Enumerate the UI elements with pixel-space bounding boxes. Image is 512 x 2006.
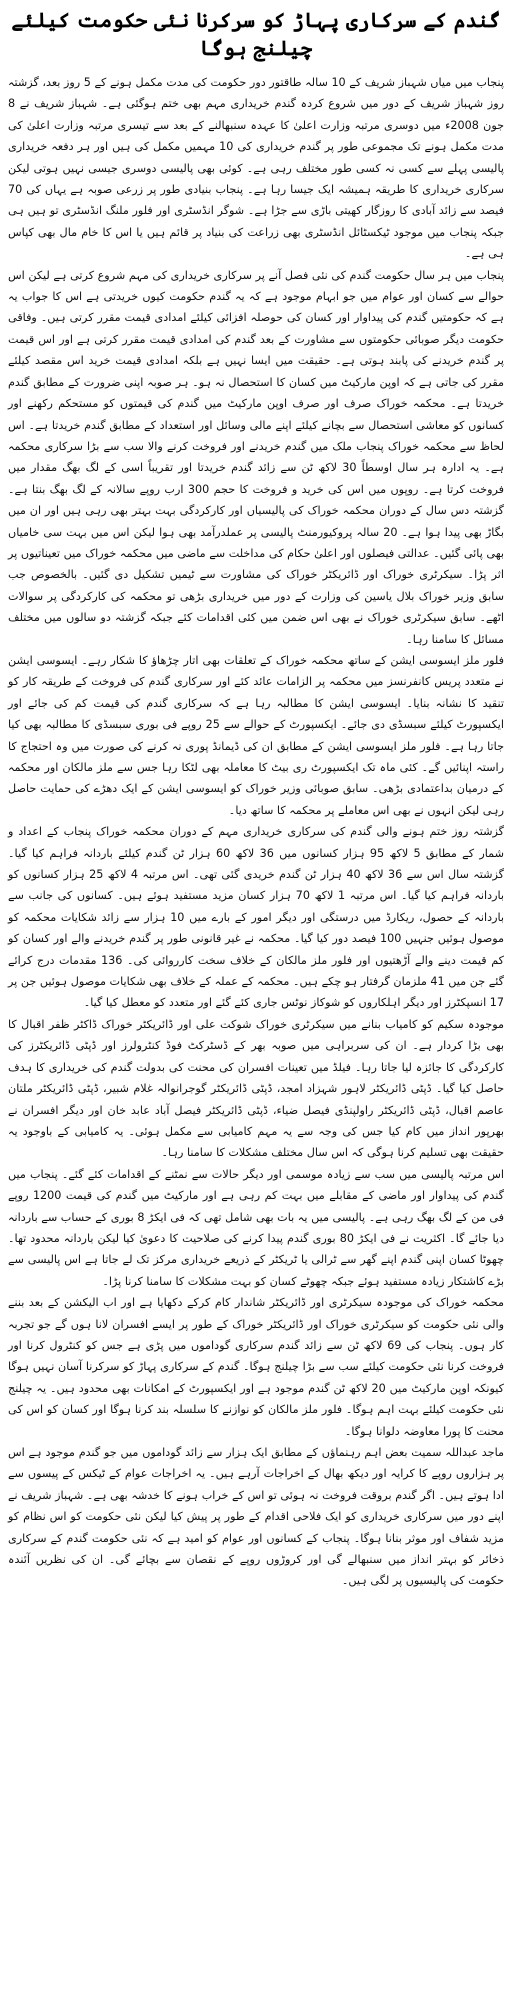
article-paragraph: ماجد عبداللہ سمیت بعض اہم رہنماؤں کے مطابق ایک ہزار سے زائد گوداموں میں جو گندم موجود ہے اس پر ہزاروں روپے کا کرایہ اور دیکھ بھال کے اخراجات آرہے ہیں۔ یہ اخراجات عوام کے ٹیکس کے پیسوں سے ادا ہوتے ہیں۔ اگر گندم بروقت فروخت نہ ہوئی تو اس کے خراب ہونے کا خدشہ بھی ہے۔ شہباز شریف نے اپنے دور میں سرکاری خریداری کو ایک فلاحی اقدام کے طور پر پیش کیا لیکن نئی حکومت کو اس نظام کو مزید شفاف اور موثر بنانا ہوگا۔ پنجاب کے کسانوں اور عوام کو امید ہے کہ نئی حکومت گندم کے سرکاری ذخائر کو بہتر انداز میں سنبھالے گی اور کروڑوں روپے کے نقصان سے بچائے گی۔ ان کی نظریں آئندہ حکومت کی پالیسیوں پر لگی ہیں۔ (8, 1446, 504, 1588)
article-body (8, 72, 504, 1592)
article-paragraph: پنجاب میں ہر سال حکومت گندم کی نئی فصل آنے پر سرکاری خریداری کی مہم شروع کرتی ہے لیکن اس حوالے سے کسان اور عوام میں جو ابہام موجود ہے کہ یہ گندم حکومت کیوں خریدتی ہے اس کا جواب یہ ہے کہ حکومتیں گندم کی پیداوار اور کسان کی حوصلہ افزائی کیلئے امدادی قیمت مقرر کرتی ہیں۔ وفاقی حکومت دیگر صوبائی حکومتوں سے مشاورت کے بعد گندم کی امدادی قیمت مقرر کرتی ہے اور اس قیمت پر گندم خریدنے کی پابند ہوتی ہے۔ حقیقت میں ایسا نہیں ہے بلکہ امدادی قیمت خرید اس مقصد کیلئے مقرر کی جاتی ہے کہ اوپن مارکیٹ میں کسان کا استحصال نہ ہو۔ ہر صوبہ اپنی ضرورت کے مطابق گندم خریدتا ہے۔ محکمہ خوراک صرف اور صرف اوپن مارکیٹ میں گندم کی قیمتوں کو مستحکم رکھنے اور کسانوں کو معاشی استحصال سے بچانے کیلئے اپنے مالی وسائل اور استعداد کے مطابق گندم خریدتا ہے۔ اس لحاظ سے محکمہ خوراک پنجاب ملک میں گندم خریدنے اور فروخت کرنے والا سب سے بڑا سرکاری محکمہ ہے۔ یہ ادارہ ہر سال اوسطاً 30 لاکھ ٹن سے زائد گندم خریدتا اور تقریباً اسی کے لگ بھگ مقدار میں فروخت کرتا ہے۔ روپوں میں اس کی خرید و فروخت کا حجم 300 ارب روپے سالانہ کے لگ بھگ بنتا ہے۔ گزشتہ دس سال کے دوران محکمہ خوراک کی پالیسیاں اور کارکردگی بہت بہتر بھی رہی ہیں اور ان میں بگاڑ بھی پیدا ہوا ہے۔ 20 سالہ پروکیورمنٹ پالیسی پر عملدرآمد بھی ہوا لیکن اس میں بہت سی خامیاں بھی پائی گئیں۔ عدالتی فیصلوں اور اعلیٰ حکام کی مداخلت سے ماضی میں محکمہ خوراک میں تعیناتیوں پر اثر پڑا۔ سیکرٹری خوراک اور ڈائریکٹر خوراک کی مشاورت سے ٹیمیں تشکیل دی گئیں۔ بالخصوص جب سابق وزیر خوراک بلال یاسین کی وزارت کے دور میں خریداری بڑھی تو محکمہ کی کارکردگی پر سوالات اٹھے۔ سابق سیکرٹری خوراک نے بھی اس ضمن میں کئی اقدامات کئے جبکہ گزشتہ دو سالوں میں مختلف مسائل کا سامنا رہا۔ (8, 268, 504, 646)
article-paragraph: موجودہ سکیم کو کامیاب بنانے میں سیکرٹری خوراک شوکت علی اور ڈائریکٹر خوراک ڈاکٹر ظفر اقبال کا بھی بڑا کردار ہے۔ ان کی سربراہی میں صوبہ بھر کے ڈسٹرکٹ فوڈ کنٹرولرز اور ڈپٹی ڈائریکٹرز کی کارکردگی کا جائزہ لیا جاتا رہا۔ فیلڈ میں تعینات افسران کی محنت کی بدولت گندم کی خریداری کا ہدف حاصل کیا گیا۔ ڈپٹی ڈائریکٹر لاہور شہزاد امجد، ڈپٹی ڈائریکٹر گوجرانوالہ غلام شبیر، ڈپٹی ڈائریکٹر ملتان عاصم اقبال، ڈپٹی ڈائریکٹر راولپنڈی فیصل ضیاء، ڈپٹی ڈائریکٹر فیصل آباد عابد خان اور دیگر افسران نے بھرپور انداز میں کام کیا جس کی وجہ سے یہ مہم کامیابی سے مکمل ہوئی۔ یہ کامیابی کے باوجود یہ حقیقت بھی تسلیم کرنا ہوگی کہ اس سال مختلف مشکلات کا سامنا رہا۔ (8, 1017, 504, 1160)
article-paragraph: پنجاب میں میاں شہباز شریف کے 10 سالہ طاقتور دور حکومت کی مدت مکمل ہونے کے 5 روز بعد، گزشتہ روز شہباز شریف کے دور میں شروع کردہ گندم خریداری مہم بھی ختم ہوگئی ہے۔ شہباز شریف نے 8 جون 2008ء میں دوسری مرتبہ وزارت اعلیٰ کا عہدہ سنبھالنے کے بعد سے تیسری مرتبہ وزارت اعلیٰ کی مدت مکمل ہونے تک مجموعی طور پر گندم خریداری کی 10 مہمیں مکمل کی ہیں اور ہر دفعہ خریداری پالیسی پہلے سے کسی نہ کسی طور مختلف رہی ہے۔ کوئی بھی پالیسی دوسری جیسی نہیں ہوتی لیکن سرکاری خریداری کا طریقہ ہمیشہ ایک جیسا رہا ہے۔ پنجاب بنیادی طور پر زرعی صوبہ ہے یہاں کی 70 فیصد سے زائد آبادی کا روزگار کھیتی باڑی سے جڑا ہے۔ شوگر انڈسٹری اور فلور ملنگ انڈسٹری تو ہیں ہی جبکہ پنجاب میں موجود ٹیکسٹائل انڈسٹری بھی زراعت کی بنیاد پر قائم ہیں یا اس کا خام مال بھی کپاس ہی ہے۔ (8, 76, 505, 261)
article-paragraph: گزشتہ روز ختم ہونے والی گندم کی سرکاری خریداری مہم کے دوران محکمہ خوراک پنجاب کے اعداد و شمار کے مطابق 5 لاکھ 95 ہزار کسانوں میں 36 لاکھ 60 ہزار ٹن گندم کیلئے باردانہ فراہم کیا گیا۔ گزشتہ سال اس سے 36 لاکھ 40 ہزار ٹن گندم خریدی گئی تھی۔ اس مرتبہ 4 لاکھ 25 ہزار کسانوں کو باردانہ فراہم کیا گیا۔ اس مرتبہ 1 لاکھ 70 ہزار کسان مزید مستفید ہوئے ہیں۔ کسانوں کی جانب سے باردانہ کے حصول، ریکارڈ میں درستگی اور دیگر امور کے بارے میں 10 ہزار سے زائد شکایات محکمہ کو موصول ہوئیں جنہیں 100 فیصد دور کیا گیا۔ محکمہ نے غیر قانونی طور پر گندم خریدنے والے اور کسان کو کم قیمت دینے والے آڑھتیوں اور فلور ملز مالکان کے خلاف سخت کارروائی کی۔ 136 مقدمات درج کرائے گئے جن میں 41 ملزمان گرفتار ہو چکے ہیں۔ محکمہ کے عملہ کے خلاف بھی شکایات موصول ہوئیں جن پر 17 انسپکٹرز اور دیگر اہلکاروں کو شوکاز نوٹس جاری کئے گئے اور متعدد کو معطل کیا گیا۔ (8, 825, 505, 1010)
article-paragraph: فلور ملز ایسوسی ایشن کے ساتھ محکمہ خوراک کے تعلقات بھی اتار چڑھاؤ کا شکار رہے۔ ایسوسی ایشن نے متعدد پریس کانفرنسز میں محکمہ پر الزامات عائد کئے اور سرکاری گندم کی فروخت کے طریقہ کار کو تنقید کا نشانہ بنایا۔ ایسوسی ایشن کا مطالبہ رہا ہے کہ سرکاری گندم کی قیمت کم کی جائے اور ایکسپورٹ کیلئے سبسڈی دی جائے۔ ایکسپورٹ کے حوالے سے 25 روپے فی بوری سبسڈی کا مطالبہ بھی کیا جاتا رہا ہے۔ فلور ملز ایسوسی ایشن کے مطابق ان کی ڈیمانڈ پوری نہ کرنے کی صورت میں وہ احتجاج کا راستہ اپنائیں گے۔ کئی ماہ تک ایکسپورٹ ری بیٹ کا معاملہ بھی لٹکا رہا جس سے ملز مالکان اور محکمہ کے درمیان بداعتمادی بڑھی۔ سابق صوبائی وزیر خوراک کو ایسوسی ایشن کے ایک دھڑے کی حمایت حاصل رہی لیکن انہوں نے بھی اس معاملے پر محکمہ کا ساتھ دیا۔ (8, 653, 504, 817)
headline: گندم کے سرکاری پہاڑ کو سرکرنا نئی حکومت کیلئے چیلنج ہوگا (11, 8, 501, 60)
article-paragraph: محکمہ خوراک کی موجودہ سیکرٹری اور ڈائریکٹر شاندار کام کرکے دکھایا ہے اور اب الیکشن کے بعد بننے والی نئی حکومت کو سیکرٹری خوراک اور ڈائریکٹر خوراک کے طور پر ایسے افسران لانا ہوں گے جو تجربہ کار ہوں۔ پنجاب کی 69 لاکھ ٹن سے زائد گندم سرکاری گوداموں میں پڑی ہے جس کو کنٹرول کرنا اور فروخت کرنا نئی حکومت کیلئے سب سے بڑا چیلنج ہوگا۔ گندم کے سرکاری پہاڑ کو سرکرنا آسان نہیں ہوگا کیونکہ اوپن مارکیٹ میں 20 لاکھ ٹن گندم موجود ہے اور ایکسپورٹ کے امکانات بھی محدود ہیں۔ یہ چیلنج نئی حکومت کیلئے بہت اہم ہوگا۔ فلور ملز مالکان کو نوازنے کا سلسلہ بند کرنا ہوگا اور کسان کو اس کی محنت کا پورا معاوضہ دلوانا ہوگا۔ (8, 1296, 504, 1438)
article-paragraph: اس مرتبہ پالیسی میں سب سے زیادہ موسمی اور دیگر حالات سے نمٹنے کے اقدامات کئے گئے۔ پنجاب میں گندم کی پیداوار اور ماضی کے مقابلے میں بہت کم رہی ہے اور مارکیٹ میں گندم کی قیمت 1200 روپے فی من کے لگ بھگ رہی ہے۔ پالیسی میں یہ بات بھی شامل تھی کہ فی ایکڑ 8 بوری کے حساب سے باردانہ دیا جائے گا۔ اکثریت نے فی ایکڑ 80 بوری گندم پیدا کرنے کی صلاحیت کا دعویٰ کیا لیکن باردانہ محدود تھا۔ چھوٹا کسان اپنی گندم اپنے گھر سے ٹرالی یا ٹریکٹر کے ذریعے خریداری مرکز تک لے جاتا ہے اس پالیسی سے بڑے کاشتکار زیادہ مستفید ہوئے جبکہ چھوٹے کسان کو بہت مشکلات کا سامنا کرنا پڑا۔ (8, 1167, 504, 1288)
